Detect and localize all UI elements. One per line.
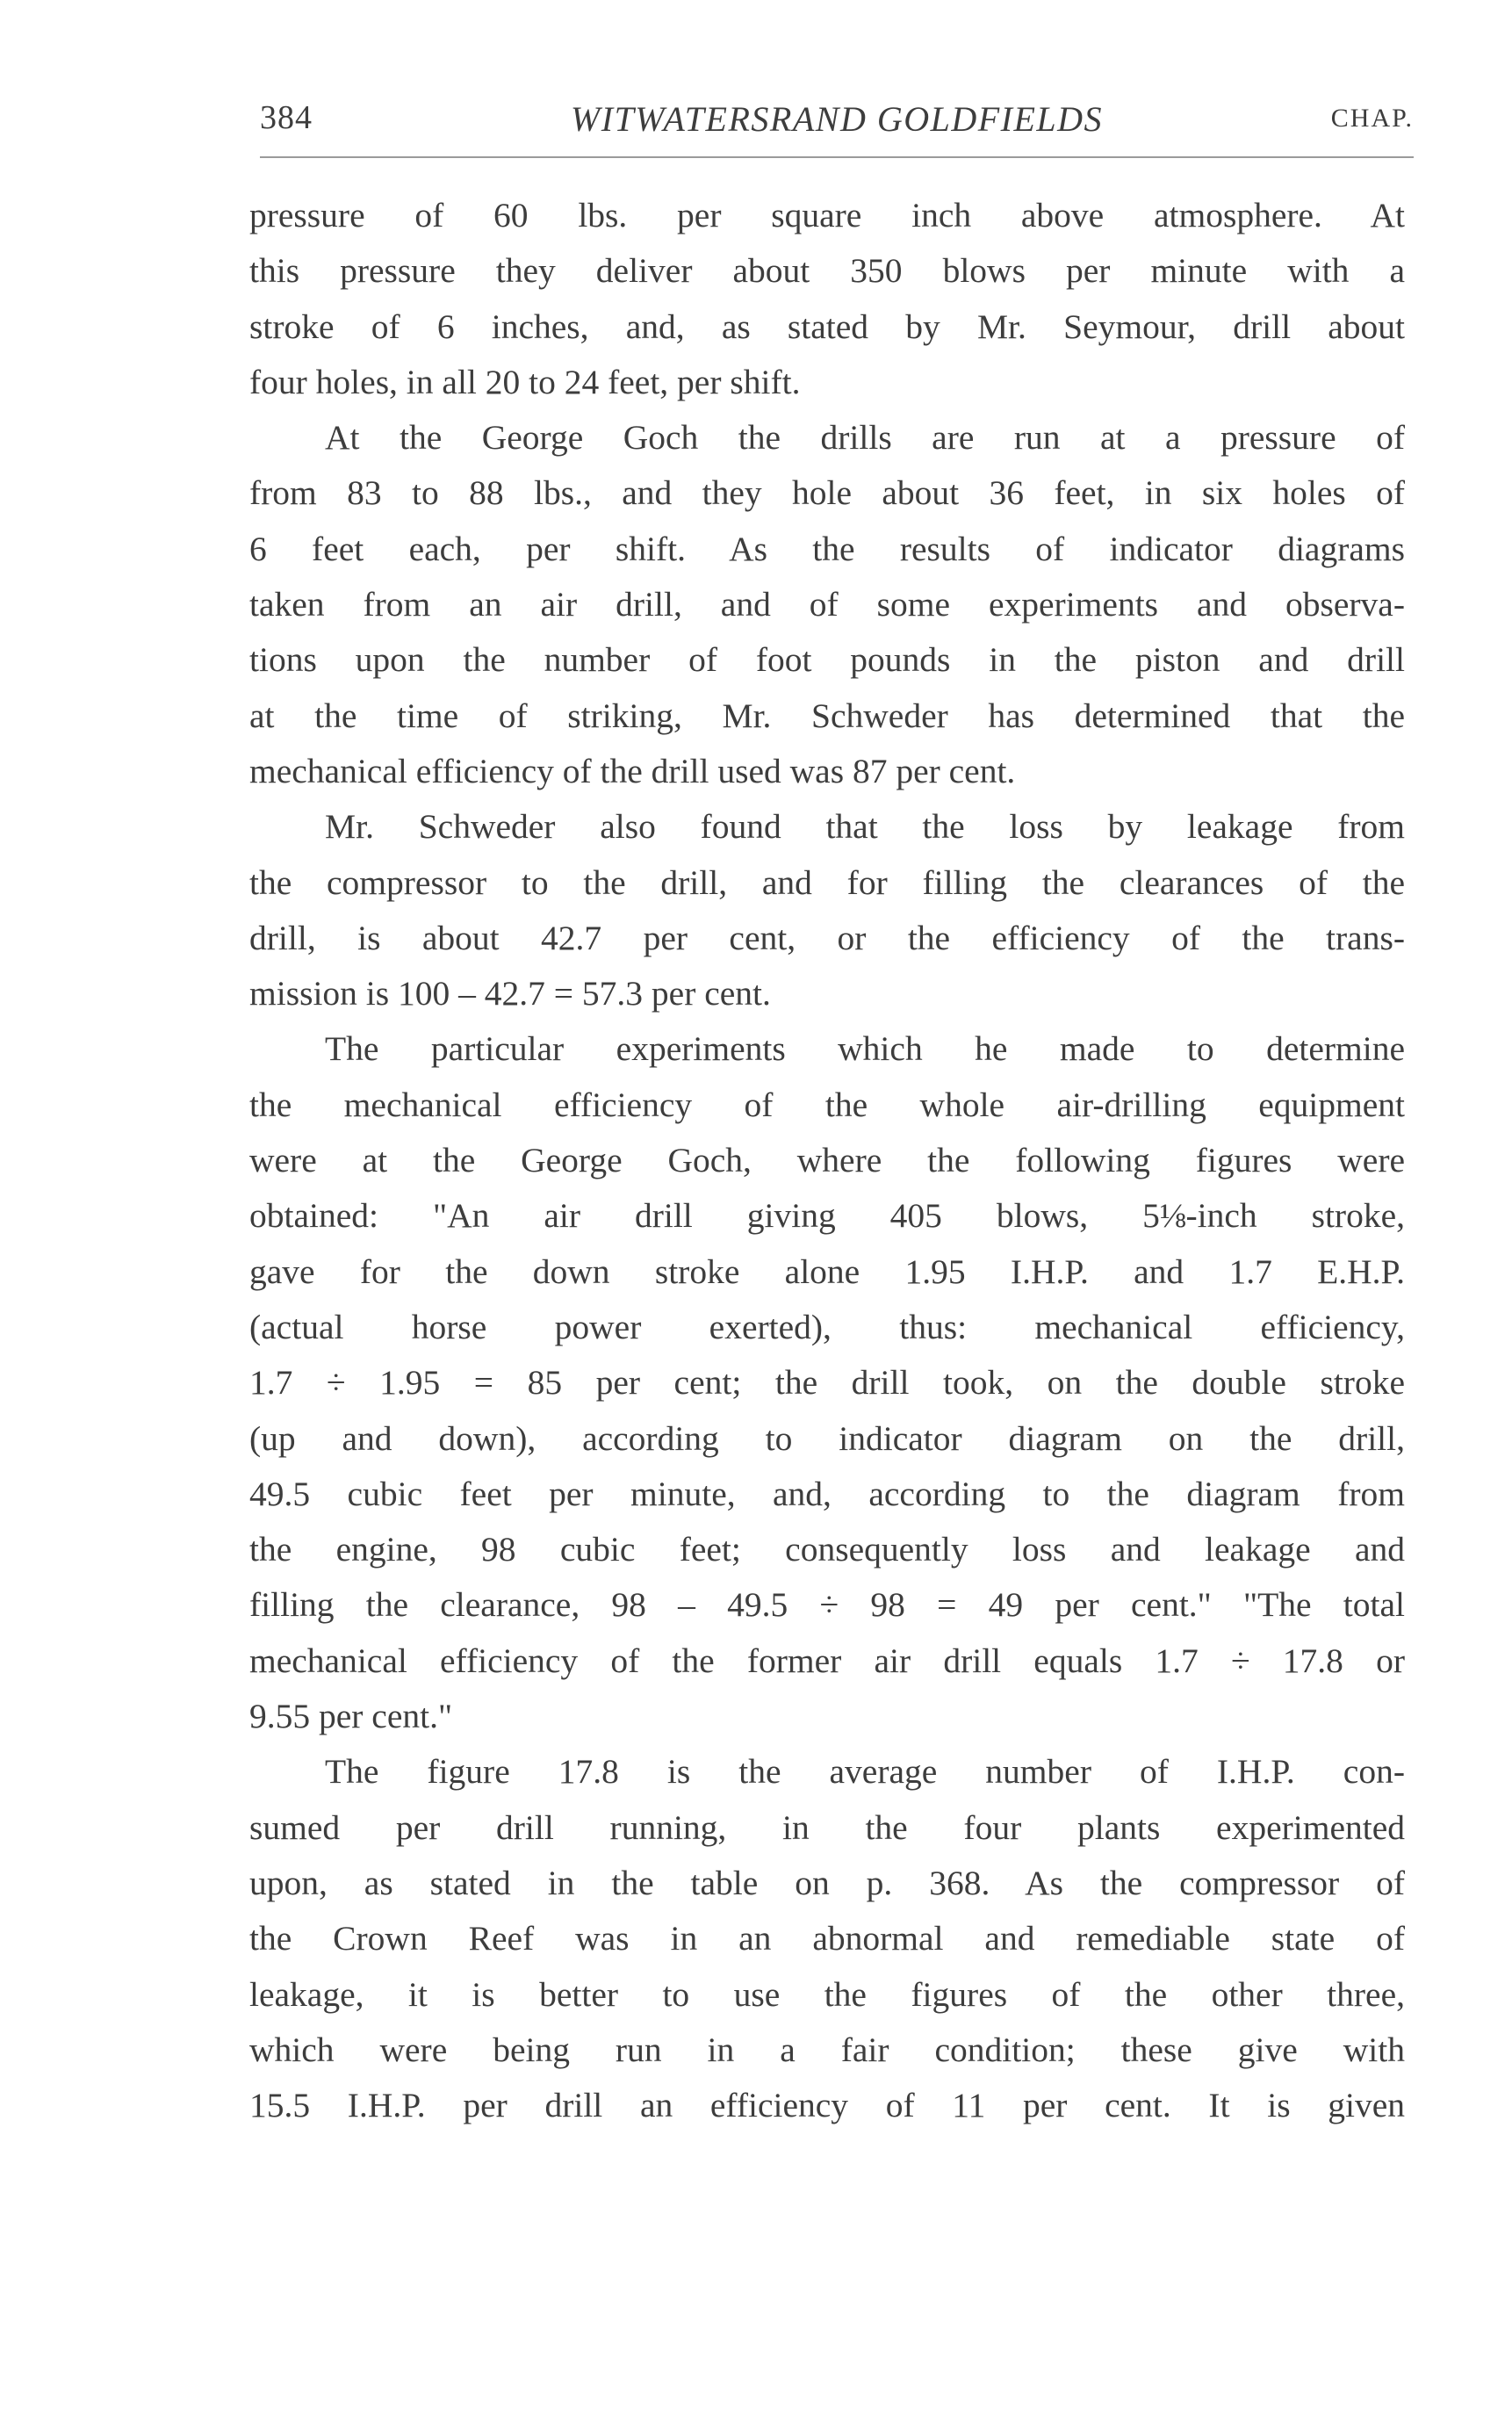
text-line: at the time of striking, Mr. Schweder has determined that the [249, 696, 1405, 735]
text-line: obtained: "An air drill giving 405 blows, 5⅛-inch stroke, [249, 1196, 1405, 1236]
text-line: At the George Goch the drills are run at a pressure of [325, 418, 1405, 458]
text-line: 49.5 cubic feet per minute, and, according to the diagram from [249, 1474, 1405, 1513]
text-line: The particular experiments which he made to determine [325, 1029, 1405, 1069]
text-line: 9.55 per cent." [249, 1697, 453, 1736]
text-line: leakage, it is better to use the figures of the other three, [249, 1974, 1405, 2014]
text-line: the mechanical efficiency of the whole air-drilling equipment [249, 1085, 1405, 1124]
text-line: the Crown Reef was in an abnormal and remediable state of [249, 1919, 1405, 1958]
text-line: filling the clearance, 98 – 49.5 ÷ 98 = 49 per cent." "The total [249, 1585, 1405, 1625]
text-line: pressure of 60 lbs. per square inch above atmosphere. At [249, 196, 1405, 234]
text-line: the engine, 98 cubic feet; consequently loss and leakage and [249, 1530, 1405, 1569]
page-number: 384 [260, 99, 313, 136]
text-line: this pressure they deliver about 350 blows per minute with a [249, 251, 1405, 291]
page-header [260, 98, 1414, 151]
header-rule [260, 156, 1414, 158]
text-line: the compressor to the drill, and for filling the clearances of the [249, 862, 1405, 902]
text-line: drill, is about 42.7 per cent, or the efficiency of the trans- [249, 918, 1405, 957]
text-line: mission is 100 – 42.7 = 57.3 per cent. [249, 974, 771, 1013]
body-text [249, 188, 1405, 2133]
text-line: taken from an air drill, and of some experiments and observa- [249, 585, 1405, 624]
text-line: which were being run in a fair condition; these give with [249, 2030, 1405, 2069]
running-head-title: WITWATERSRAND GOLDFIELDS [570, 99, 1104, 139]
text-line: four holes, in all 20 to 24 feet, per shift. [249, 362, 801, 401]
text-line: upon, as stated in the table on p. 368. As the compressor of [249, 1863, 1405, 1902]
text-line: 15.5 I.H.P. per drill an efficiency of 11 per cent. It is given [249, 2086, 1405, 2125]
text-line: 1.7 ÷ 1.95 = 85 per cent; the drill took, on the double stroke [249, 1363, 1405, 1403]
text-line: mechanical efficiency of the drill used was 87 per cent. [249, 751, 1016, 790]
text-line: The figure 17.8 is the average number of I.H.P. con- [325, 1752, 1405, 1792]
text-line: from 83 to 88 lbs., and they hole about 36 feet, in six holes of [249, 473, 1405, 513]
text-line: were at the George Goch, where the following figures were [249, 1141, 1405, 1180]
text-line: 6 feet each, per shift. As the results of indicator diagrams [249, 529, 1405, 568]
text-line: tions upon the number of foot pounds in the piston and drill [249, 640, 1405, 680]
text-line: gave for the down stroke alone 1.95 I.H.P. and 1.7 E.H.P. [249, 1251, 1405, 1291]
text-line: (actual horse power exerted), thus: mechanical efficiency, [249, 1307, 1405, 1346]
text-line: mechanical efficiency of the former air drill equals 1.7 ÷ 17.8 or [249, 1641, 1405, 1680]
text-line: Mr. Schweder also found that the loss by leakage from [325, 807, 1405, 847]
text-line: stroke of 6 inches, and, as stated by Mr. Seymour, drill about [249, 307, 1405, 346]
text-line: sumed per drill running, in the four plants experimented [249, 1807, 1405, 1847]
chapter-label: CHAP. [1330, 104, 1414, 133]
text-line: (up and down), according to indicator diagram on the drill, [249, 1418, 1405, 1458]
